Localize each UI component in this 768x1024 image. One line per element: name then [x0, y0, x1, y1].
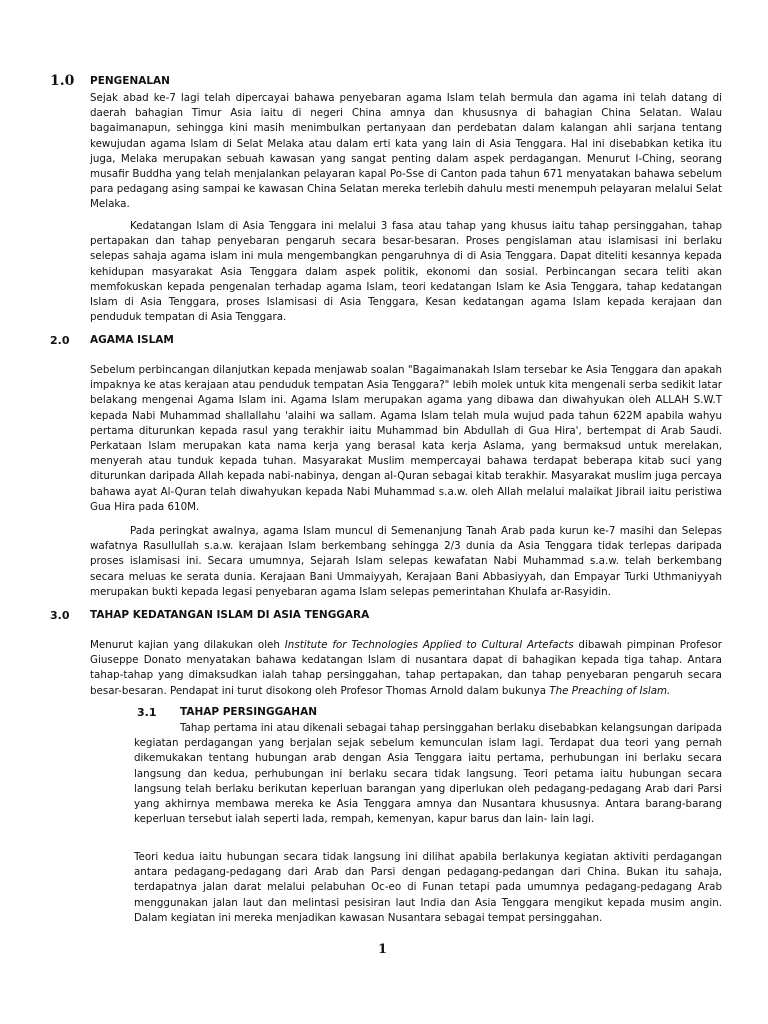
section-title: AGAMA ISLAM [90, 334, 174, 346]
paragraph: Sejak abad ke-7 lagi telah dipercayai bahawa penyebaran agama Islam telah bermula dan agama ini telah datang di daerah bahagian Timur Asia iaitu di negeri China amnya dan khususnya di bahagian China Selatan. Walau bagaimanapun, sehingga kini masih menimbulkan pertanyaan dan perdebatan dalam kalangan ahli sarjana tentang kewujudan agama Islam di Selat Melaka atau dalam erti kata yang lain di Asia Tenggara. Hal ini disebabkan ketika itu juga, Melaka merupakan sebuah kawasan yang sangat penting dalam aspek perdagangan. Menurut I-Ching, seorang musafir Buddha yang telah menjalankan pelayaran kapal Po-Sse di Canton pada tahun 671 menyatakan bahawa sebelum para pedagang asing sampai ke kawasan China Selatan mereka terlebih dahulu mesti menempuh pelayaran melalui Selat Melaka. [90, 92, 722, 211]
paragraph: Tahap pertama ini atau dikenali sebagai tahap persinggahan berlaku disebabkan kelangsungan daripada kegiatan perdagangan yang berjalan sejak sebelum kemunculan islam lagi. Terdapat dua teori yang pernah dikemukakan tentang hubungan arab dengan Asia Tenggara iaitu pertama, perhubungan ini berlaku secara langsung dan kedua, perhubungan ini berlaku secara tidak langsung. Teori petama iaitu hubungan secara langsung telah berlaku berikutan keperluan barangan yang diperlukan oleh pedagang-pedagang Arab dari Parsi yang akhirnya membawa mereka ke Asia Tenggara amnya dan Nusantara khususnya. Antara barang-barang keperluan tersebut ialah seperti lada, rempah, kemenyan, kapur barus dan lain- lain lagi. [134, 722, 722, 826]
section-title: PENGENALAN [90, 75, 170, 87]
section-number: 3.0 [50, 609, 70, 622]
section-number: 2.0 [50, 334, 70, 347]
paragraph: Pada peringkat awalnya, agama Islam muncul di Semenanjung Tanah Arab pada kurun ke-7 masihi dan Selepas wafatnya Rasullullah s.a.w. kerajaan Islam berkembang sehingga 2/3 dunia da Asia Tenggara tidak terlepas daripada proses islamisasi ini. Secara umumnya, Sejarah Islam selepas kewafatan Nabi Muhammad s.a.w. telah berkembang secara meluas ke serata dunia. Kerajaan Bani Ummaiyyah, Kerajaan Bani Abbasiyyah, dan Empayar Turki Uthmaniyyah merupakan bukti kepada legasi penyebaran agama Islam selepas pemerintahan Khulafa ar-Rasyidin. [90, 525, 722, 598]
paragraph: Kedatangan Islam di Asia Tenggara ini melalui 3 fasa atau tahap yang khusus iaitu tahap persinggahan, tahap pertapakan dan tahap penyebaran pengaruh secara besar-besaran. Proses pengislaman atau islamisasi ini berlaku selepas sahaja agama islam ini mula mengembangkan pengaruhnya di di Asia Tenggara. Dapat diteliti kesannya kepada kehidupan masyarakat Asia Tenggara dalam aspek politik, ekonomi dan sosial. Perbincangan secara teliti akan memfokuskan kepada pengenalan terhadap agama Islam, teori kedatangan Islam ke Asia Tenggara, tahap kedatangan Islam di Asia Tenggara, proses Islamisasi di Asia Tenggara, Kesan kedatangan agama Islam kepada kerajaan dan penduduk tempatan di Asia Tenggara. [90, 220, 722, 324]
paragraph [134, 850, 722, 926]
section-title: TAHAP KEDATANGAN ISLAM DI ASIA TENGGARA [90, 609, 370, 621]
paragraph-text: dibawah pimpinan Profesor Giuseppe Donato menyatakan bahawa kedatangan Islam di nusantara dapat di bahagikan kepada tiga tahap. Antara tahap-tahap yang dimaksudkan ialah tahap persinggahan, tahap pertapakan, dan tahap penyebaran pengaruh secara besar-besaran. Pendapat ini turut disokong oleh Profesor Thomas Arnold dalam bukunya [90, 639, 722, 697]
institute-name: Institute for Technologies Applied to Cultural Artefacts [284, 639, 574, 651]
subsection-title: TAHAP PERSINGGAHAN [180, 706, 318, 718]
section-number: 1.0 [50, 73, 75, 89]
paragraph-text: Teori kedua iaitu hubungan secara tidak langsung ini dilihat apabila berlakunya kegiatan aktiviti perdagangan antara pedagang-pedagang dari Arab dan Parsi dengan pedagang-pedangan dari China. Bukan itu sahaja, terdapatnya jalan darat melalui pelabuhan Oc-eo di Funan tetapi pada umumnya pedagang-pedagang Arab menggunakan jalan laut dan melintasi pesisiran laut India dan Asia Tenggara mengikut kepada musim angin. Dalam kegiatan ini mereka menjadikan kawasan Nusantara sebagai tempat persinggahan. [134, 851, 722, 924]
paragraph-text: Menurut kajian yang dilakukan oleh [90, 639, 285, 651]
subsection-number: 3.1 [137, 706, 157, 719]
book-title: The Preaching of Islam. [549, 684, 671, 697]
paragraph: Sebelum perbincangan dilanjutkan kepada menjawab soalan "Bagaimanakah Islam tersebar ke Asia Tenggara dan apakah impaknya ke atas kerajaan atau penduduk tempatan Asia Tenggara?" lebih molek untuk kita mengenali serba sedikit latar belakang mengenai Agama Islam ini. Agama Islam merupakan agama yang dibawa dan diwahyukan oleh ALLAH S.W.T kepada Nabi Muhammad shallallahu 'alaihi wa sallam. Agama Islam telah mula wujud pada tahun 622M apabila wahyu pertama diturunkan kepada rasul yang terakhir iaitu Muhammad bin Abdullah di Gua Hira', bertempat di Arab Saudi. Perkataan Islam merupakan kata nama kerja yang berasal kata kerja Aslama, yang bermaksud untuk merelakan, menyerah atau tunduk kepada tuhan. Masyarakat Muslim mempercayai bahawa terdapat beberapa kitab suci yang diturunkan daripada Allah kepada nabi-nabinya, dengan al-Quran sebagai kitab terakhir. Masyarakat muslim juga percaya bahawa ayat Al-Quran telah diwahyukan kepada Nabi Muhammad s.a.w. oleh Allah melalui malaikat Jibrail iaitu peristiwa Gua Hira pada 610M. [90, 364, 722, 513]
page-number: 1 [378, 942, 388, 957]
paragraph [90, 638, 722, 699]
